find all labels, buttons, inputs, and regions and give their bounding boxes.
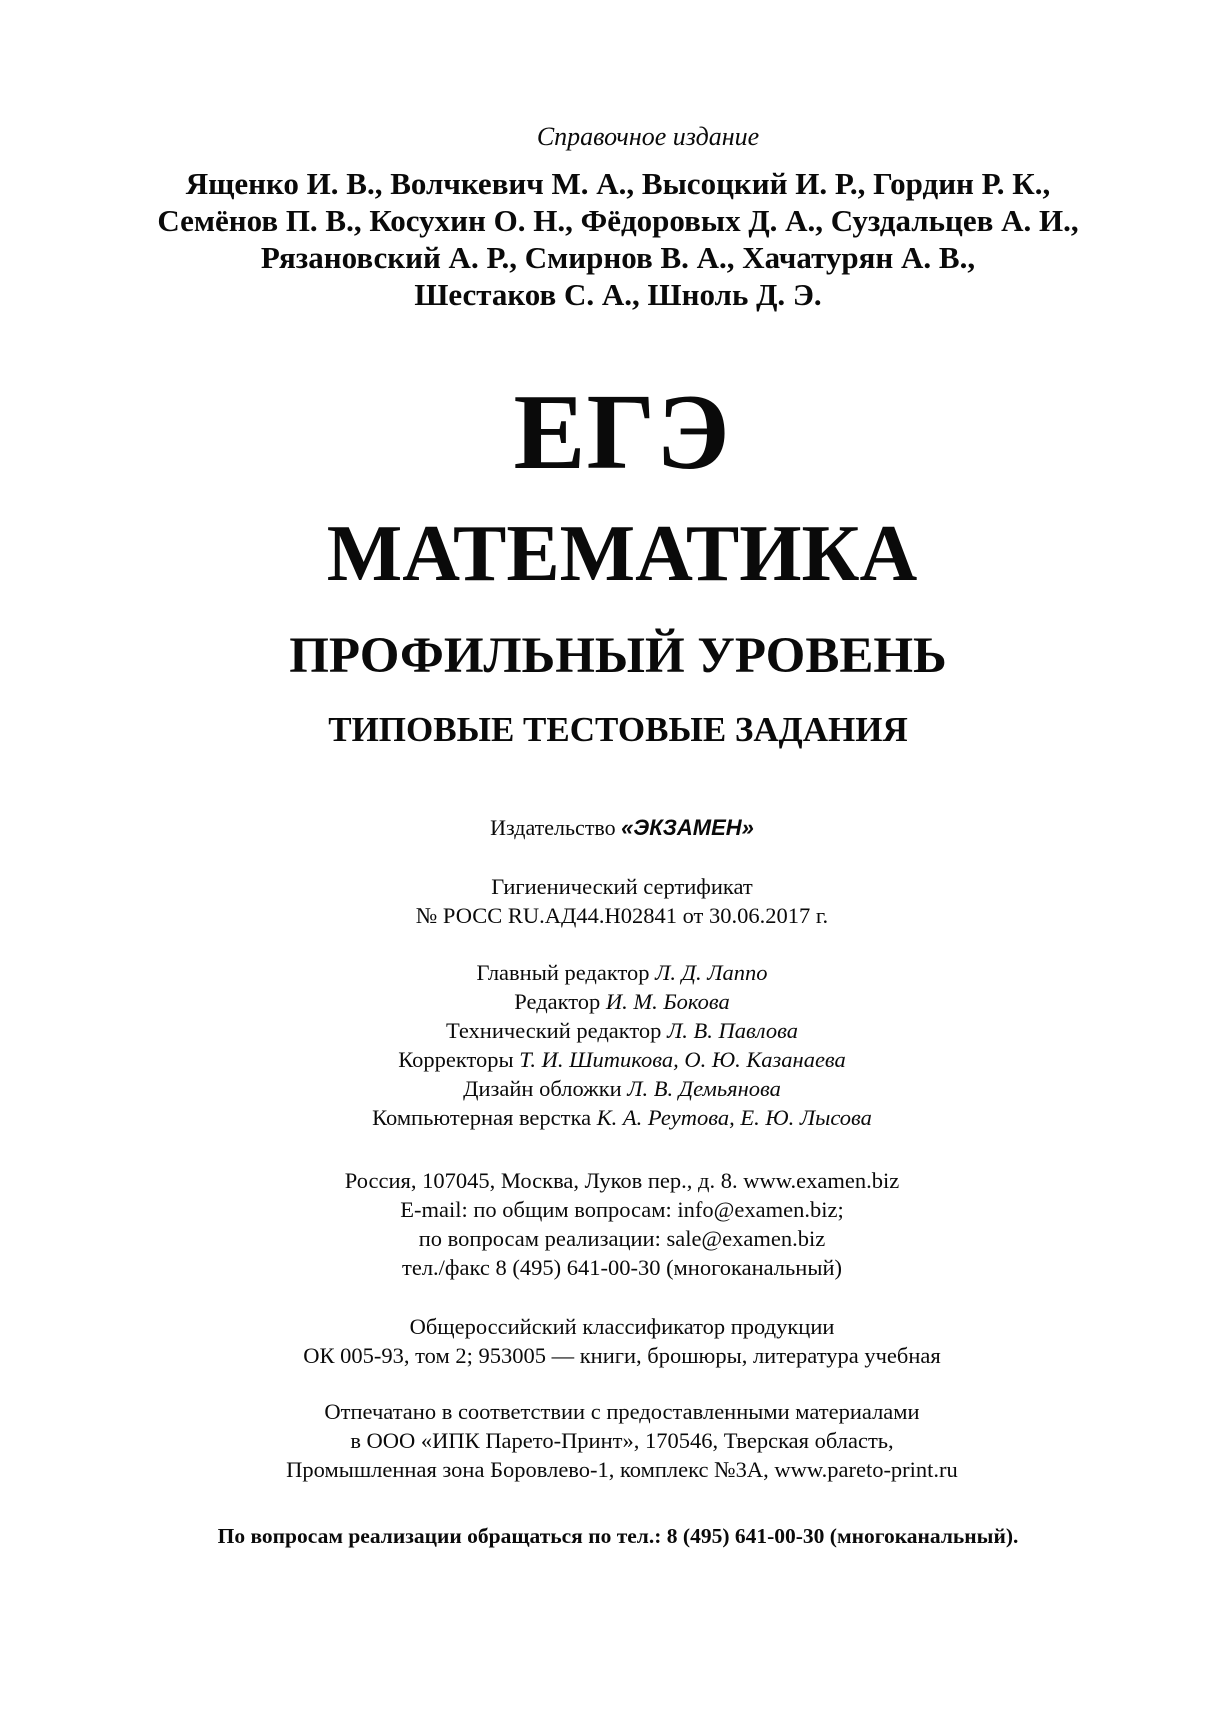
kind-title: ТИПОВЫЕ ТЕСТОВЫЕ ЗАДАНИЯ xyxy=(328,710,908,749)
classifier-line: ОК 005-93, том 2; 953005 — книги, брошюры, литература учебная xyxy=(303,1343,941,1368)
printing-line: Промышленная зона Боровлево-1, комплекс №3А, www.pareto-print.ru xyxy=(286,1457,958,1482)
editorial-staff xyxy=(14,958,1216,1132)
sales-contact-footer: По вопросам реализации обращаться по тел.: 8 (495) 641-00-30 (многоканальный). xyxy=(217,1524,1019,1548)
publisher-address xyxy=(14,1166,1216,1282)
staff-line xyxy=(14,1103,1216,1132)
staff-names: Л. В. Демьянова xyxy=(627,1076,781,1101)
publisher-label: Издательство xyxy=(490,815,616,840)
staff-names: К. А. Реутова, Е. Ю. Лысова xyxy=(596,1105,872,1130)
hygiene-certificate xyxy=(14,872,1216,930)
authors-line: Рязановский А. Р., Смирнов В. А., Хачатурян А. В., xyxy=(260,240,976,275)
exam-title: ЕГЭ xyxy=(513,373,731,492)
publisher-name: «ЭКЗАМЕН» xyxy=(621,815,754,840)
printing-line: в ООО «ИПК Парето-Принт», 170546, Тверская область, xyxy=(350,1428,894,1453)
certificate-line: Гигиенический сертификат xyxy=(491,874,753,899)
staff-role: Дизайн обложки xyxy=(463,1076,622,1101)
staff-line xyxy=(14,987,1216,1016)
staff-role: Редактор xyxy=(514,989,601,1014)
staff-role: Технический редактор xyxy=(445,1018,662,1043)
address-line: по вопросам реализации: sale@examen.biz xyxy=(418,1226,826,1251)
authors-list xyxy=(10,165,1216,313)
staff-role: Главный редактор xyxy=(476,960,650,985)
staff-line xyxy=(14,958,1216,987)
staff-names: Т. И. Шитикова, О. Ю. Казанаева xyxy=(519,1047,846,1072)
address-line: тел./факс 8 (495) 641-00-30 (многоканальный) xyxy=(402,1255,842,1280)
authors-line: Семёнов П. В., Косухин О. Н., Фёдоровых Д. А., Суздальцев А. И., xyxy=(157,203,1079,238)
staff-names: И. М. Бокова xyxy=(605,989,730,1014)
printing-line: Отпечатано в соответствии с предоставленными материалами xyxy=(324,1399,920,1424)
address-line: Россия, 107045, Москва, Луков пер., д. 8. www.examen.biz xyxy=(344,1168,900,1193)
reference-edition-label: Справочное издание xyxy=(536,122,760,151)
staff-line xyxy=(14,1074,1216,1103)
authors-line: Шестаков С. А., Шноль Д. Э. xyxy=(414,277,822,312)
classifier-line: Общероссийский классификатор продукции xyxy=(409,1314,835,1339)
subject-title: МАТЕМАТИКА xyxy=(326,510,918,598)
product-classifier xyxy=(14,1312,1216,1370)
staff-line xyxy=(14,1045,1216,1074)
publisher-line xyxy=(14,814,1216,842)
staff-role: Компьютерная верстка xyxy=(372,1105,592,1130)
level-title: ПРОФИЛЬНЫЙ УРОВЕНЬ xyxy=(289,628,947,684)
staff-names: Л. В. Павлова xyxy=(667,1018,799,1043)
staff-role: Корректоры xyxy=(398,1047,514,1072)
staff-line xyxy=(14,1016,1216,1045)
staff-names: Л. Д. Лаппо xyxy=(655,960,768,985)
certificate-line: № РОСС RU.АД44.Н02841 от 30.06.2017 г. xyxy=(415,903,829,928)
authors-line: Ященко И. В., Волчкевич М. А., Высоцкий И. Р., Гордин Р. К., xyxy=(185,166,1051,201)
printing-info xyxy=(14,1397,1216,1484)
address-line: E-mail: по общим вопросам: info@examen.biz; xyxy=(400,1197,844,1222)
